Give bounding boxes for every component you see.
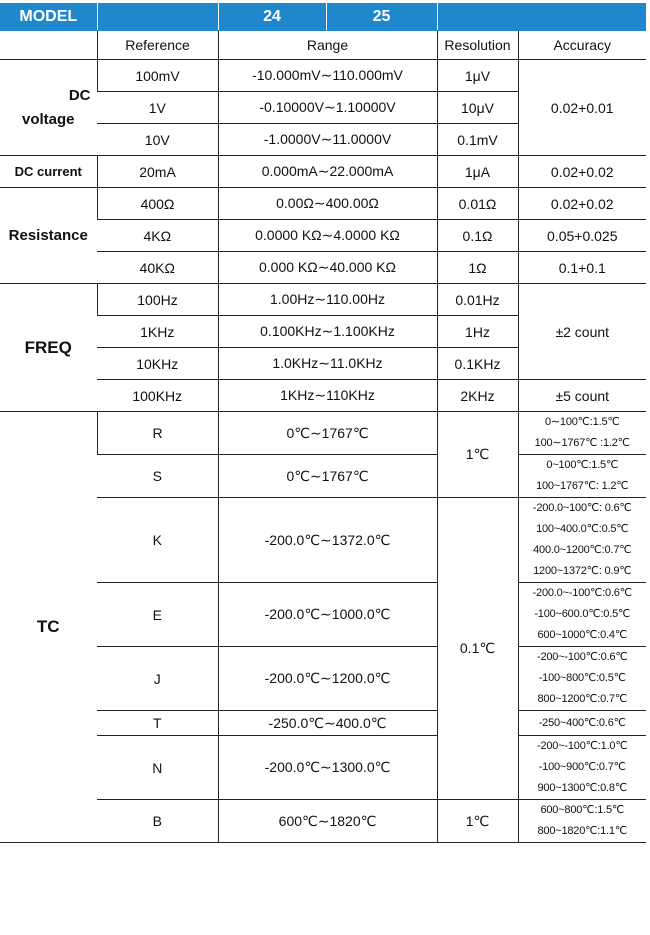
accuracy-cell: 0.02+0.02 xyxy=(518,188,646,220)
ref-cell: 40KΩ xyxy=(97,252,218,284)
ref-cell: 10V xyxy=(97,124,218,156)
range-cell: 0℃∼1767℃ xyxy=(218,412,437,455)
range-cell: -200.0℃∼1200.0℃ xyxy=(218,647,437,711)
accuracy-cell: 0.1+0.1 xyxy=(518,252,646,284)
range-cell: 0.000 KΩ∼40.000 KΩ xyxy=(218,252,437,284)
resolution-cell: 1℃ xyxy=(437,800,518,843)
accuracy-cell: ±5 count xyxy=(518,380,646,412)
table-row xyxy=(0,736,646,800)
ref-cell: T xyxy=(97,711,218,736)
table-row xyxy=(0,455,646,498)
range-cell: 1.0KHz∼11.0KHz xyxy=(218,348,437,380)
reference-header: Reference xyxy=(97,31,218,60)
ref-cell: 4KΩ xyxy=(97,220,218,252)
accuracy-cell: 0~100℃:1.5℃ 100~1767℃: 1.2℃ xyxy=(518,455,646,498)
table-row xyxy=(0,252,646,284)
resolution-header: Resolution xyxy=(437,31,518,60)
ref-cell: 1KHz xyxy=(97,316,218,348)
table-row xyxy=(0,380,646,412)
accuracy-cell: -200~-100℃:1.0℃ -100~900℃:0.7℃ 900~1300℃:0.8℃ xyxy=(518,736,646,800)
resolution-cell: 0.1℃ xyxy=(437,498,518,800)
table-row xyxy=(0,188,646,220)
ref-cell: 10KHz xyxy=(97,348,218,380)
table-row xyxy=(0,498,646,583)
table-row xyxy=(0,220,646,252)
accuracy-cell: -250~400℃:0.6℃ xyxy=(518,711,646,736)
resistance-label: Resistance xyxy=(0,188,97,284)
range-cell: 0.00Ω∼400.00Ω xyxy=(218,188,437,220)
table-row xyxy=(0,284,646,316)
resolution-cell: 1Ω xyxy=(437,252,518,284)
ref-cell: 1V xyxy=(97,92,218,124)
table-row xyxy=(0,583,646,647)
range-cell: -1.0000V∼11.0000V xyxy=(218,124,437,156)
accuracy-cell: 600~800℃:1.5℃ 800~1820℃:1.1℃ xyxy=(518,800,646,843)
ref-cell: E xyxy=(97,583,218,647)
table-row xyxy=(0,60,646,92)
table-row xyxy=(0,711,646,736)
ref-cell: 100mV xyxy=(97,60,218,92)
column-header-row xyxy=(0,31,646,60)
model-25-header: 25 xyxy=(326,3,437,31)
range-cell: -0.10000V∼1.10000V xyxy=(218,92,437,124)
accuracy-cell: 0.05+0.025 xyxy=(518,220,646,252)
ref-cell: K xyxy=(97,498,218,583)
resolution-cell: 0.01Ω xyxy=(437,188,518,220)
resolution-cell: 0.1KHz xyxy=(437,348,518,380)
ref-cell: 400Ω xyxy=(97,188,218,220)
accuracy-cell: 0.02+0.01 xyxy=(518,60,646,156)
accuracy-cell: -200.0~100℃: 0.6℃ 100~400.0℃:0.5℃ 400.0~1200℃:0.7℃ 1200~1372℃: 0.9℃ xyxy=(518,498,646,583)
range-cell: 0℃∼1767℃ xyxy=(218,455,437,498)
model-header: MODEL xyxy=(0,3,97,31)
range-cell: 1KHz∼110KHz xyxy=(218,380,437,412)
range-cell: 600℃∼1820℃ xyxy=(218,800,437,843)
ref-cell: 20mA xyxy=(97,156,218,188)
ref-cell: 100KHz xyxy=(97,380,218,412)
ref-cell: R xyxy=(97,412,218,455)
range-cell: -200.0℃∼1300.0℃ xyxy=(218,736,437,800)
ref-cell: N xyxy=(97,736,218,800)
dc-voltage-label: DC voltage xyxy=(0,60,97,156)
ref-cell: B xyxy=(97,800,218,843)
resolution-cell: 1Hz xyxy=(437,316,518,348)
resolution-cell: 10μV xyxy=(437,92,518,124)
resolution-cell: 2KHz xyxy=(437,380,518,412)
accuracy-cell: ±2 count xyxy=(518,284,646,380)
accuracy-cell: 0.02+0.02 xyxy=(518,156,646,188)
range-cell: -200.0℃∼1000.0℃ xyxy=(218,583,437,647)
freq-label: FREQ xyxy=(0,284,97,412)
range-header: Range xyxy=(218,31,437,60)
tc-label: TC xyxy=(0,412,97,843)
ref-cell: J xyxy=(97,647,218,711)
resolution-cell: 1℃ xyxy=(437,412,518,498)
range-cell: 1.00Hz∼110.00Hz xyxy=(218,284,437,316)
range-cell: 0.100KHz∼1.100KHz xyxy=(218,316,437,348)
accuracy-cell: -200.0~-100℃:0.6℃ -100~600.0℃:0.5℃ 600~1000℃:0.4℃ xyxy=(518,583,646,647)
range-cell: -200.0℃∼1372.0℃ xyxy=(218,498,437,583)
resolution-cell: 0.01Hz xyxy=(437,284,518,316)
header-row xyxy=(0,3,646,31)
accuracy-cell: 0∼100℃:1.5℃ 100∼1767℃ :1.2℃ xyxy=(518,412,646,455)
model-24-header: 24 xyxy=(218,3,326,31)
resolution-cell: 1μA xyxy=(437,156,518,188)
table-row xyxy=(0,156,646,188)
range-cell: 0.000mA∼22.000mA xyxy=(218,156,437,188)
accuracy-cell: -200~-100℃:0.6℃ -100~800℃:0.5℃ 800~1200℃:0.7℃ xyxy=(518,647,646,711)
table-row xyxy=(0,412,646,455)
range-cell: -250.0℃∼400.0℃ xyxy=(218,711,437,736)
range-cell: 0.0000 KΩ∼4.0000 KΩ xyxy=(218,220,437,252)
accuracy-header: Accuracy xyxy=(518,31,646,60)
ref-cell: 100Hz xyxy=(97,284,218,316)
spec-table xyxy=(0,3,646,843)
table-row xyxy=(0,647,646,711)
resolution-cell: 1μV xyxy=(437,60,518,92)
resolution-cell: 0.1Ω xyxy=(437,220,518,252)
range-cell: -10.000mV∼110.000mV xyxy=(218,60,437,92)
table-row xyxy=(0,800,646,843)
dc-current-label: DC current xyxy=(0,156,97,188)
ref-cell: S xyxy=(97,455,218,498)
resolution-cell: 0.1mV xyxy=(437,124,518,156)
